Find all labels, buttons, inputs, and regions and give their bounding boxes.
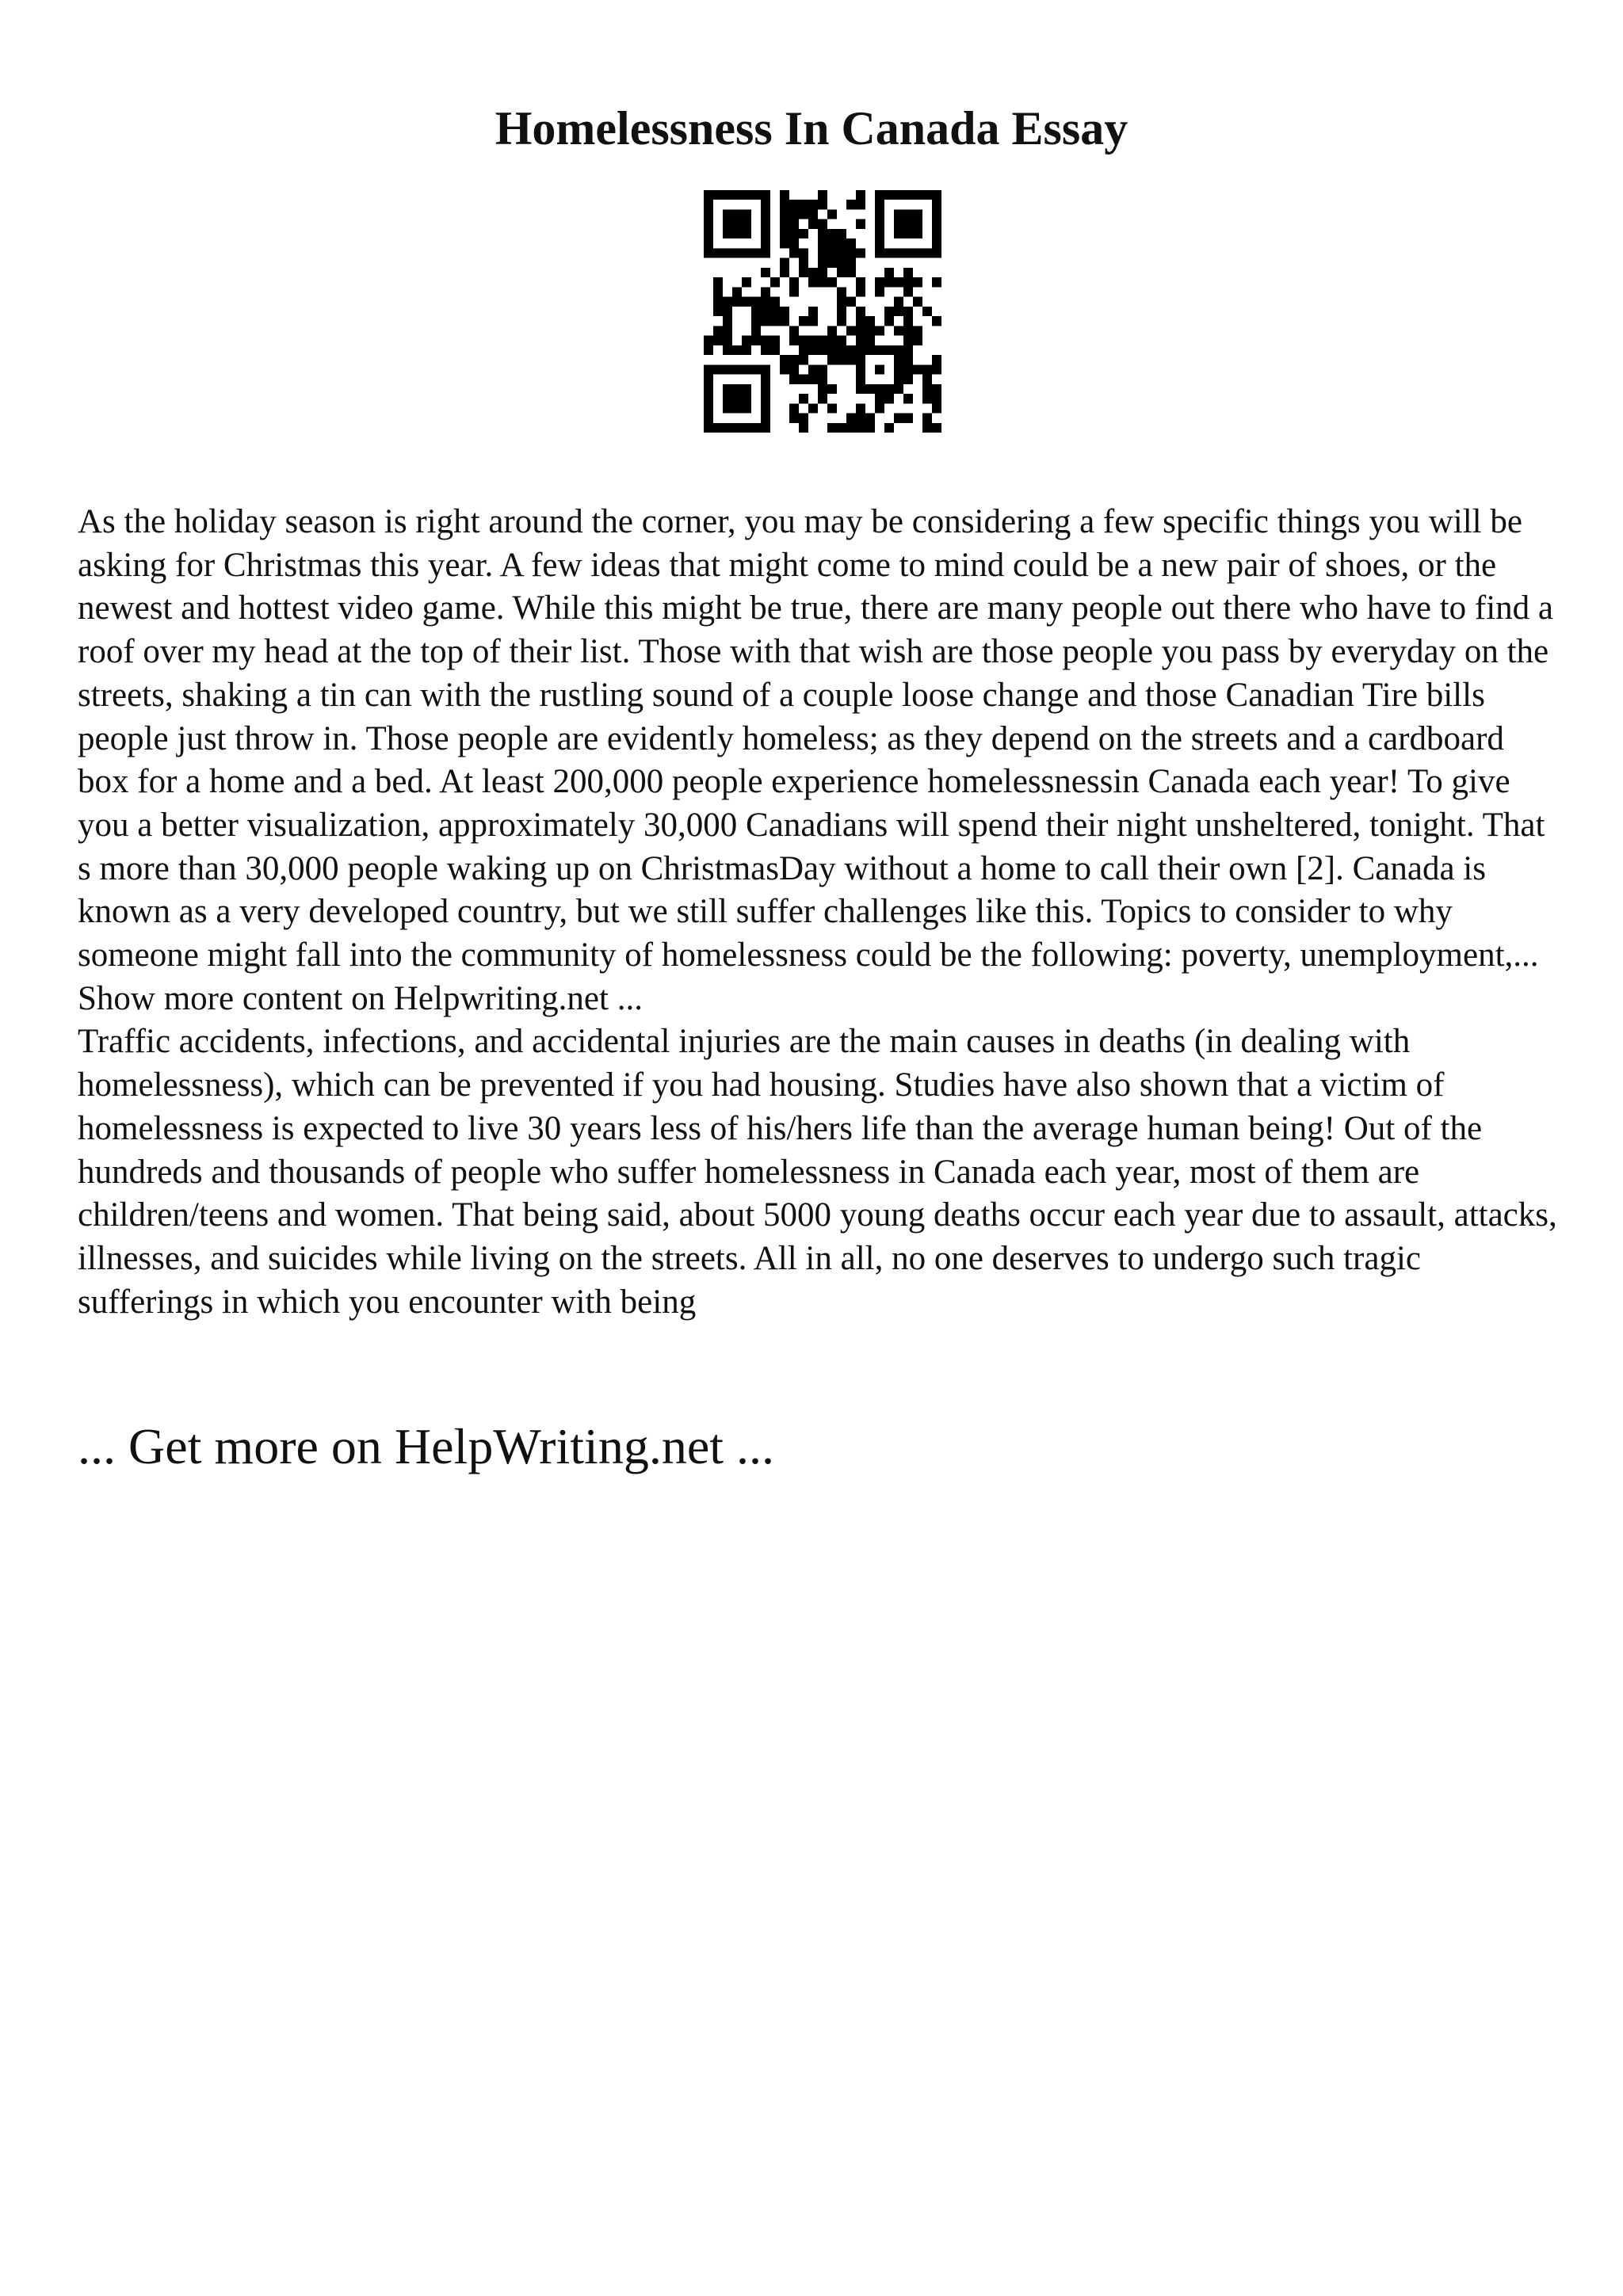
page-title: Homelessness In Canada Essay — [495, 102, 1128, 154]
essay-paragraph-2: Traffic accidents, infections, and accidental injuries are the main causes in deaths (in dealing with homelessness), which can be prevented if you had housing. Studies have also shown that a victim of homelessness is expected to live 30 years less of his/hers life than the average human being! Out of the hundreds and thousands of people who suffer homelessness in Canada each year, most of them are children/teens and women. That being said, about 5000 young deaths occur each year due to assault, attacks, illnesses, and suicides while living on the streets. All in all, no one deserves to undergo such tragic sufferings in which you encounter with being — [78, 1023, 1557, 1321]
get-more-link[interactable]: ... Get more on HelpWriting.net ... — [78, 1418, 774, 1474]
qr-code-graphic — [704, 190, 941, 433]
essay-paragraph-1: As the holiday season is right around the corner, you may be considering a few specific things you will be asking for Christmas this year. A few ideas that might come to mind could be a new pair of shoes, or the newest and hottest video game. While this might be true, there are many people out there who have to find a roof over my head at the top of their list. Those with that wish are those people you pass by everyday on the streets, shaking a tin can with the rustling sound of a couple loose change and those Canadian Tire bills people just throw in. Those people are evidently homeless; as they depend on the streets and a cardboard box for a home and a bed. At least 200,000 people experience homelessnessin Canada each year! To give you a better visualization, approximately 30,000 Canadians will spend their night unsheltered, tonight. That s more than 30,000 people waking up on ChristmasDay without a home to call their own [2]. Canada is known as a very developed country, but we still suffer challenges like this. Topics to consider to why someone might fall into the community of homelessness could be the following: poverty, unemployment,... Show more content on Helpwriting.net ... — [78, 503, 1553, 1017]
qr-code-icon — [704, 190, 941, 433]
essay-body — [78, 501, 1560, 1324]
